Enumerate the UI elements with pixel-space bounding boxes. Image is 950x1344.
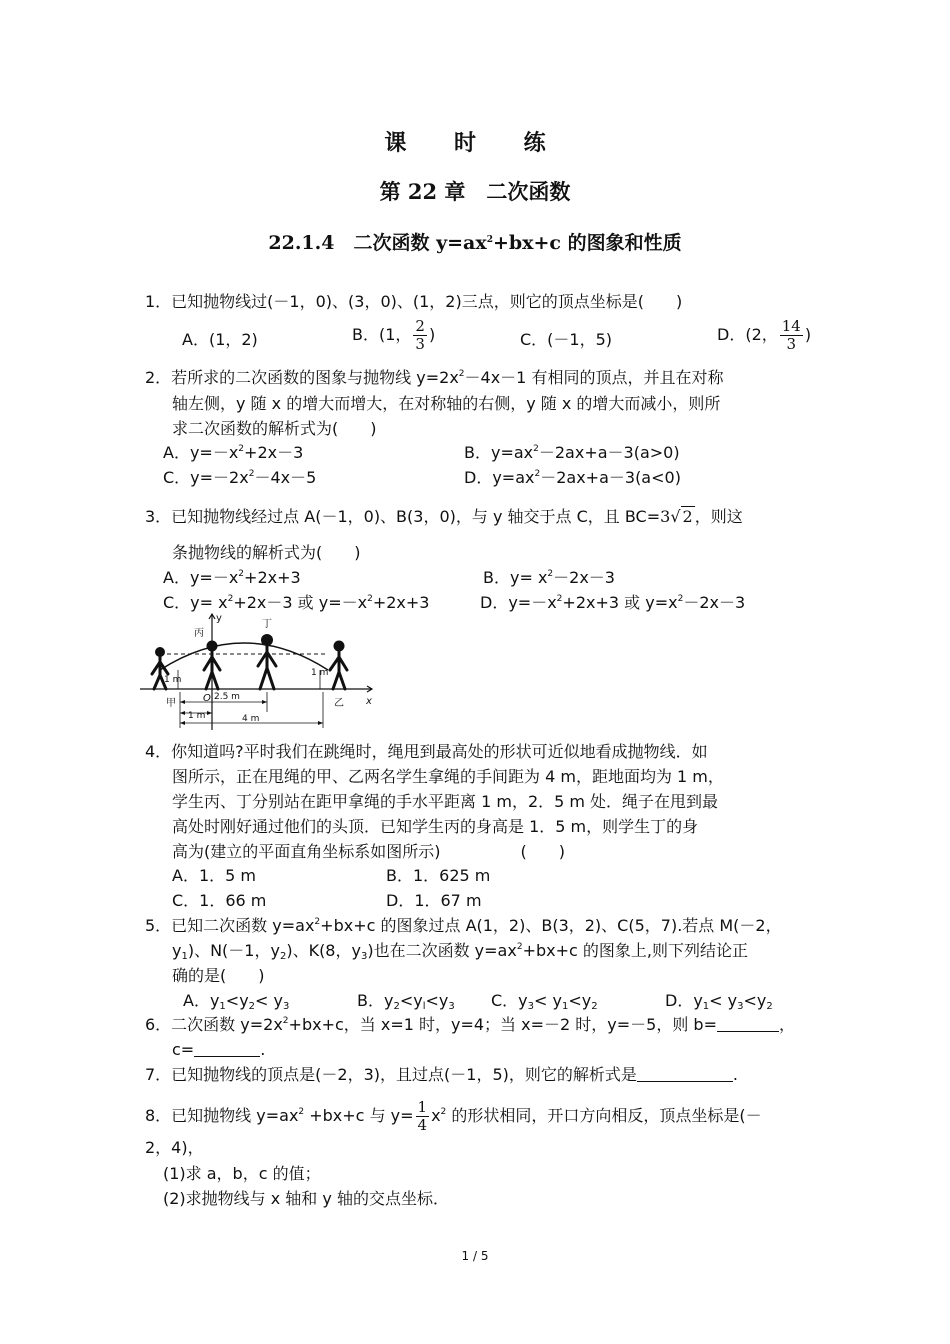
q3-option-d: D．$y=-x^2+2x+3$ 或 $y=x^2-2x-3$ — [480, 593, 746, 612]
q2-option-c: C．$y=-2x^2-4x-5$ — [163, 468, 317, 487]
q1-option-a: A．(1，2) — [182, 330, 258, 349]
q8-fraction: $\frac{1}{4}$ — [417, 1098, 428, 1134]
answer-blank-b[interactable] — [717, 1016, 779, 1032]
q4-option-c: C．1．66 m — [172, 891, 267, 910]
student-ding — [258, 634, 276, 689]
label-height-right: 1 m — [311, 668, 329, 678]
q5-option-d: D．$y_1< y_3<y_2$ — [665, 991, 773, 1012]
q4-line-2: 图所示，正在甩绳的甲、乙两名学生拿绳的手间距为 4 m，距地面均为 1 m， — [172, 767, 724, 786]
page-number: 1 / 5 — [461, 1249, 489, 1263]
q4-option-d: D．1．67 m — [386, 891, 482, 910]
q5-option-c: C．$y_3< y_1<y_2$ — [491, 991, 598, 1012]
label-dist-1m: 1 m — [188, 711, 206, 721]
label-bing: 丙 — [194, 628, 204, 639]
q8-part-2: (2)求抛物线与 x 轴和 y 轴的交点坐标． — [163, 1189, 449, 1208]
q1-fraction-b: $\frac{2}{3}$ — [415, 317, 425, 353]
q4-option-b: B．1．625 m — [386, 866, 491, 885]
q4-line-5: 高为(建立的平面直角坐标系如图所示) ( ) — [172, 842, 565, 861]
q1-stem: 1．已知抛物线过(－1，0)、(3，0)、(1，2)三点，则它的顶点坐标是( ) — [145, 292, 683, 311]
q5-line-2: $y_1$)、N(－1，$y_2$)、K(8，$y_3$)也在二次函数 $y=ax^2+bx+c$ 的图象上,则下列结论正 — [172, 941, 748, 962]
section-title: 22.1.4 二次函数 $y=ax^2+bx+c$ 的图象和性质 — [268, 232, 682, 254]
label-origin: O — [203, 693, 211, 704]
q3-option-b: B．$y= x^2-2x-3$ — [483, 568, 615, 587]
label-dist-2-5m: 2.5 m — [214, 692, 240, 702]
q7-line: 7．已知抛物线的顶点是(－2，3)，且过点(－1，5)，则它的解析式是 . — [145, 1065, 738, 1084]
q2-option-d: D．$y=ax^2-2ax+a-3(a<0)$ — [464, 468, 681, 487]
q1-option-d: D．(2， $\frac{14}{3}$ ) — [717, 317, 812, 353]
q4-line-4: 高处时刚好通过他们的头顶．已知学生丙的身高是 1．5 m，则学生丁的身 — [172, 817, 699, 836]
q3-option-a: A．$y=-x^2+2x+3$ — [163, 568, 301, 587]
q4-option-a: A．1．5 m — [172, 866, 256, 885]
label-dist-4m: 4 m — [242, 714, 260, 724]
sqrt-expression: 3√ 2 — [660, 507, 693, 526]
q2-line-1: 2．若所求的二次函数的图象与抛物线 $y=2x^2-4x-1$ 有相同的顶点，并且在对称 — [145, 368, 724, 387]
jump-rope-figure — [140, 612, 380, 737]
chapter-title: 第 22 章 二次函数 — [379, 179, 571, 204]
q5-line-3: 确的是( ) — [172, 966, 265, 985]
q5-option-a: A．$y_1<y_2< y_3$ — [183, 991, 290, 1012]
q5-line-1: 5．已知二次函数 $y=ax^2+bx+c$ 的图象过点 A(1，2)、B(3，2)、C(5，7).若点 M(－2， — [145, 916, 782, 935]
label-ding: 丁 — [262, 619, 272, 630]
q4-line-3: 学生丙、丁分别站在距甲拿绳的手水平距离 1 m，2．5 m 处．绳子在甩到最 — [172, 792, 719, 811]
label-height-left: 1 m — [164, 675, 182, 685]
y-axis-label: y — [216, 613, 222, 624]
q2-line-3: 求二次函数的解析式为( ) — [172, 419, 377, 438]
q4-line-1: 4．你知道吗?平时我们在跳绳时，绳甩到最高处的形状可近似地看成抛物线．如 — [145, 742, 708, 761]
q3-option-c: C．$y= x^2+2x-3$ 或 $y=-x^2+2x+3$ — [163, 593, 430, 612]
q6-line-2: c= . — [172, 1040, 266, 1059]
q3-line-2: 条抛物线的解析式为( ) — [172, 543, 361, 562]
q8-line-2: 2，4)， — [145, 1138, 204, 1157]
q1-fraction-d: $\frac{14}{3}$ — [781, 317, 801, 353]
q1-option-c: C．(－1，5) — [520, 330, 613, 349]
rope-curve — [160, 643, 328, 670]
q3-line-1: 3．已知抛物线经过点 A(－1，0)、B(3，0)，与 y 轴交于点 C，且 BC=3√ 2 ，则这 — [145, 507, 743, 526]
q6-line-1: 6．二次函数 $y=2x^2+bx+c$，当 x=1 时，y=4；当 x=－2 时，y=－5，则 b= ， — [145, 1015, 795, 1034]
page-title: 课 时 练 — [384, 130, 566, 156]
student-yi — [330, 641, 347, 690]
q1-option-b: B．(1， $\frac{2}{3}$ ) — [352, 317, 436, 353]
x-axis-label: x — [366, 696, 372, 707]
q8-line-1: 8．已知抛物线 $y=ax^2 +bx+c$ 与 y= $\frac{1}{4}$ $x^2$ 的形状相同，开口方向相反，顶点坐标是(－ — [145, 1098, 762, 1134]
q2-option-a: A．$y=-x^2+2x-3$ — [163, 443, 304, 462]
answer-blank-c[interactable] — [194, 1041, 260, 1057]
answer-blank-expression[interactable] — [637, 1066, 733, 1082]
q2-line-2: 轴左侧，y 随 x 的增大而增大，在对称轴的右侧，y 随 x 的增大而减小，则所 — [172, 394, 721, 413]
label-yi: 乙 — [334, 698, 344, 709]
q8-part-1: (1)求 a，b，c 的值； — [163, 1164, 321, 1183]
label-jia: 甲 — [166, 698, 176, 709]
q2-option-b: B．$y=ax^2-2ax+a-3(a>0)$ — [464, 443, 680, 462]
q5-option-b: B．$y_2<y_l<y_3$ — [357, 991, 455, 1012]
